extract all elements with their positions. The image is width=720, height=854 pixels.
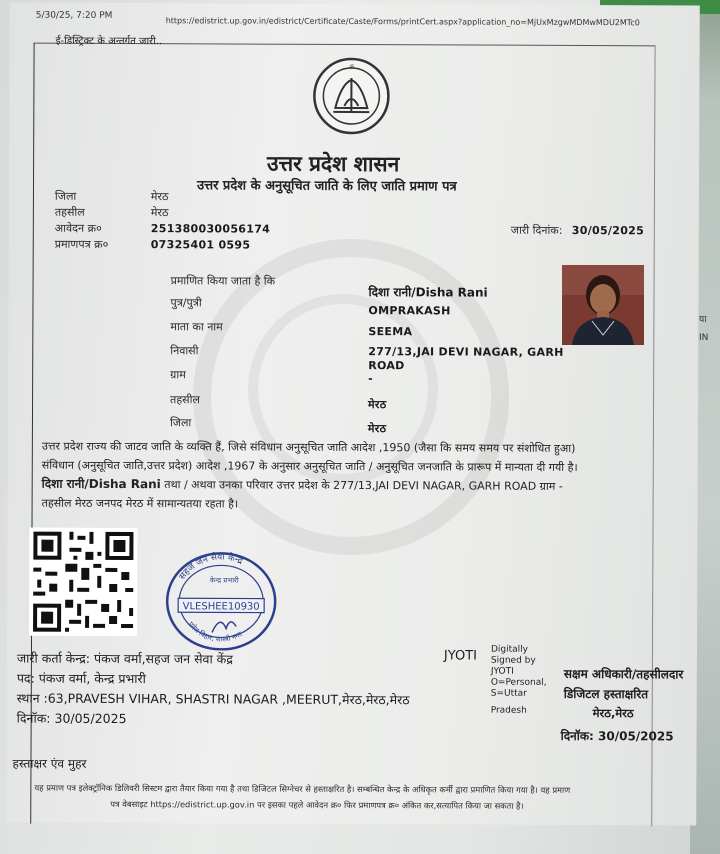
- issuer-post: पद: पंकज वर्मा, केन्द्र प्रभारी: [16, 670, 146, 687]
- tehsil2-label: तहसील: [170, 393, 200, 407]
- csc-seal-stamp: [162, 546, 280, 651]
- village-label: ग्राम: [170, 368, 186, 382]
- sign-detail-1: Digitally: [490, 644, 529, 655]
- page-title: उत्तर प्रदेश शासन: [267, 151, 400, 177]
- stamp-top-text: सहज जन सेवा केन्द्र: [177, 552, 245, 582]
- issuer-place: स्थान :63,PRAVESH VIHAR, SHASTRI NAGAR ,MEERUT,मेरठ,मेरठ,मेरठ: [16, 690, 410, 708]
- officer-title: सक्षम अधिकारी/तहसीलदार: [563, 666, 684, 682]
- sign-detail-2: Signed by: [490, 655, 536, 666]
- applicant-photo-graphic: [562, 265, 644, 345]
- sign-detail-3: JYOTI: [490, 666, 514, 677]
- address-line2: ROAD: [368, 359, 405, 373]
- district-value: मेरठ: [150, 190, 169, 204]
- edge-text-1: या: [699, 315, 707, 325]
- para-line-1: उत्तर प्रदेश राज्य की जाटव जाति के व्यक्ति हैं, जिसे संविधान अनुसूचित जाति आदेश ,1950 (जैसा कि समय समय पर संशोधित हुआ): [41, 439, 576, 455]
- tehsil-value: मेरठ: [150, 206, 169, 220]
- district2-label: जिला: [169, 416, 192, 430]
- district-label: जिला: [54, 189, 77, 203]
- digital-sign-details: [491, 645, 547, 717]
- certificate-no-value: 07325401 0595: [150, 238, 251, 252]
- browser-url: https://edistrict.up.gov.in/edistrict/Certificate/Caste/Forms/printCert.aspx?application_no=MjUxMzgwMDMwMDU2MTc0: [165, 16, 640, 28]
- tehsil-label: तहसील: [54, 205, 85, 219]
- application-no-value: 251380030056174: [150, 222, 271, 236]
- stamp-id: VLESHEE10930: [182, 601, 260, 613]
- signer-name: JYOTI: [443, 648, 478, 664]
- certified-label: प्रमाणित किया जाता है कि: [170, 274, 276, 288]
- name-value: दिशा रानी/Disha Rani: [368, 285, 488, 300]
- qr-code: [29, 528, 137, 636]
- footer-line-2: पत्र वेबसाइट https://edistrict.up.gov.in पर इसका पहले आवेदन क्र० फिर प्रमाणपत्र क्र० अंकित कर,सत्यापित किया जा सकता है।: [110, 798, 524, 811]
- issuer-center: जारी कर्ता केन्द्र: पंकज वर्मा,सहज जन सेवा केंद्र: [16, 650, 233, 667]
- issue-date-value: 30/05/2025: [571, 223, 645, 238]
- district2-value: मेरठ: [367, 422, 387, 436]
- stamp-center-text: केन्द्र प्रभारी: [209, 576, 239, 585]
- officer-digital: डिजिटल हस्ताक्षरित: [563, 686, 649, 702]
- address-line1: 277/13,JAI DEVI NAGAR, GARH: [368, 345, 564, 359]
- tehsil2-value: मेरठ: [368, 398, 387, 412]
- sign-detail-4: O=Personal,: [490, 677, 547, 688]
- father-name-value: OMPRAKASH: [368, 304, 451, 318]
- para-line-3-text: तथा / अथवा उनका परिवार उत्तर प्रदेश के 277/13,JAI DEVI NAGAR, GARH ROAD ग्राम -: [160, 478, 563, 493]
- issuer-date: दिनॉक: 30/05/2025: [16, 710, 127, 727]
- para-line-4: तहसील मेरठ जनपद मेरठ में सामान्यतया रहता है।: [41, 496, 239, 511]
- parent-label: पुत्र/पुत्री: [170, 296, 202, 310]
- page-subtitle: उत्तर प्रदेश के अनुसूचित जाति के लिए जाति प्रमाण पत्र: [196, 178, 457, 195]
- certificate-no-label: प्रमाणपत्र क्र०: [54, 237, 109, 251]
- applicant-photo: [562, 265, 644, 345]
- resident-label: निवासी: [170, 344, 199, 358]
- svg-text:ॐ: ॐ: [348, 63, 355, 72]
- para-name: दिशा रानी/Disha Rani: [41, 476, 161, 492]
- village-value: -: [368, 372, 374, 386]
- edge-text-2: IN: [699, 333, 709, 343]
- qr-code-graphic: [29, 528, 137, 636]
- up-govt-emblem: [311, 56, 391, 136]
- mother-name-value: SEEMA: [368, 325, 413, 339]
- sign-detail-6: Pradesh: [490, 705, 527, 716]
- mother-label: माता का नाम: [170, 320, 223, 334]
- application-no-label: आवेदन क्र०: [54, 221, 102, 235]
- officer-place: मेरठ,मेरठ: [592, 706, 634, 721]
- sign-detail-5: S=Uttar: [490, 688, 527, 699]
- footer-line-1: यह प्रमाण पत्र इलेक्ट्रॉनिक डिलिवरी सिस्टम द्वारा तैयार किया गया है तथा डिजिटल सिग्नेचर से हस्ताक्षरित है। सम्बन्धित केन्द्र के अधिकृत कर्मी द्वारा प्रमाणित किया गया है। यह प्रमाण: [34, 782, 571, 795]
- header-note: ई-डिस्ट्रिक्ट के अन्तर्गत जारी..: [55, 35, 163, 48]
- signature-label: हस्ताक्षर एंव मुहर: [12, 756, 87, 771]
- para-line-2: संविधान (अनुसूचित जाति,उत्तर प्रदेश) आदेश ,1967 के अनुसार अनुसूचित जाति / अनुसूचित जनजाति के प्रारूप में मान्यता दी गयी है।: [41, 458, 578, 474]
- certificate-paper: [6, 2, 700, 825]
- officer-date: दिनॉक: 30/05/2025: [560, 728, 674, 744]
- browser-timestamp: 5/30/25, 7:20 PM: [35, 10, 113, 21]
- stamp-bottom-text: प्रवेश विहार, शास्त्री नगर: [186, 620, 244, 644]
- issue-date-label: जारी दिनांक:: [510, 223, 563, 237]
